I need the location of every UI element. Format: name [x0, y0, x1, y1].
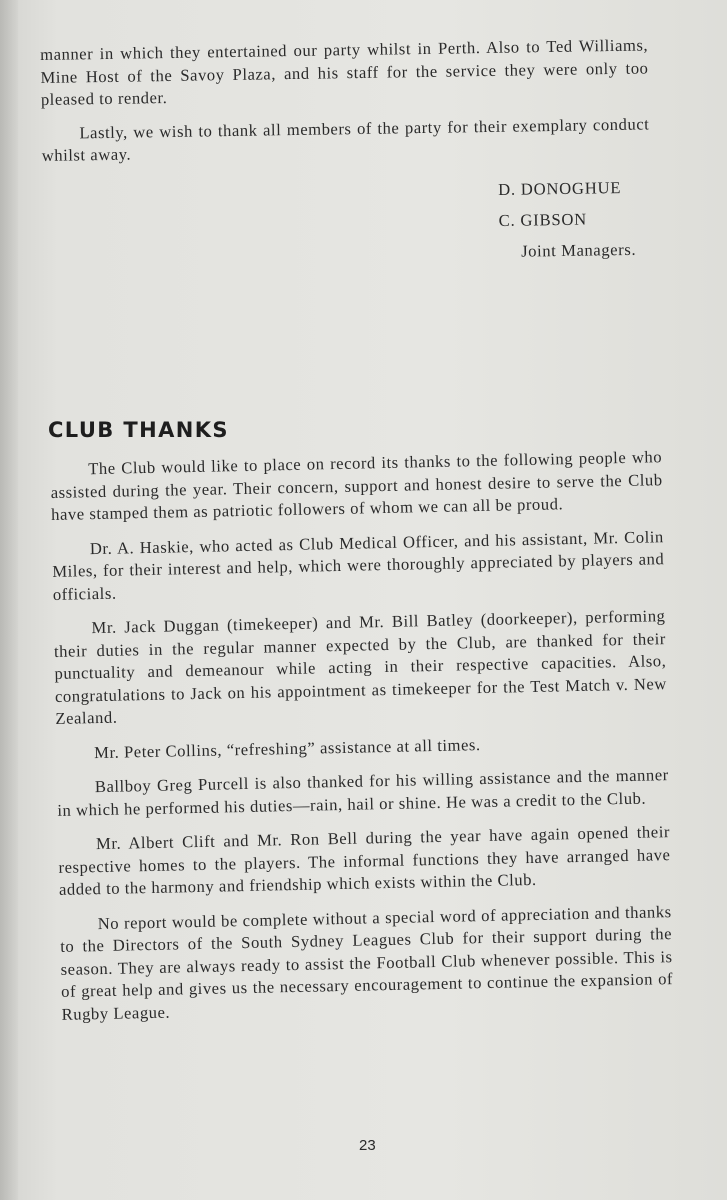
- body-paragraph: Ballboy Greg Purcell is also thanked for his willing assistance and the manner in which he performed his duties—rain, hail or shine. He was a credit to the Club.: [57, 765, 669, 820]
- signatory-name: D. DONOGHUE: [498, 178, 622, 199]
- signature-block: [498, 177, 679, 273]
- body-paragraph: Dr. A. Haskie, who acted as Club Medical Officer, and his assistant, Mr. Colin Miles, for their interest and help, which were thoroughly appreciated by players and officials.: [52, 526, 665, 604]
- signatory-role: Joint Managers.: [520, 239, 637, 261]
- body-paragraph: Mr. Albert Clift and Mr. Ron Bell during the year have again opened their respective homes to the players. The informal functions they have arranged have added to the harmony and friendship which exists within the Club.: [58, 822, 671, 899]
- closing-paragraph: Lastly, we wish to thank all members of the party for their exemplary conduct whilst away.: [41, 113, 650, 165]
- page-gutter-shadow: [0, 0, 18, 1200]
- body-paragraph: Mr. Peter Collins, “refreshing” assistance at all times.: [93, 734, 481, 762]
- top-section: [40, 34, 650, 167]
- body-paragraph: Mr. Jack Duggan (timekeeper) and Mr. Bill Batley (doorkeeper), performing their duties in the regular manner expected by the Club, are thanked for their punctuality and demeanour while acting in their respective capacities. Also, congratulations to Jack on his appointment as timekeeper for the Test Match v. New Zealand.: [53, 606, 668, 728]
- signatory-name: C. GIBSON: [498, 209, 588, 230]
- section-heading: CLUB THANKS: [48, 418, 229, 442]
- continued-paragraph: manner in which they entertained our party whilst in Perth. Also to Ted Williams, Mine Host of the Savoy Plaza, and his staff for the service they were only too pleased to render.: [40, 35, 649, 109]
- club-thanks-body: [50, 446, 674, 1038]
- page-number: 23: [359, 1137, 376, 1154]
- body-paragraph: No report would be complete without a special word of appreciation and thanks to the Directors of the South Sydney Leagues Club for their support during the season. They are always ready to assist the Football Club whenever possible. This is of great help and gives us the necessary encouragement to continue the expansion of Rugby League.: [60, 901, 674, 1024]
- body-paragraph: The Club would like to place on record its thanks to the following people who assisted during the year. Their concern, support and honest desire to serve the Club have stamped them as patriotic followers of whom we can all be proud.: [50, 447, 663, 524]
